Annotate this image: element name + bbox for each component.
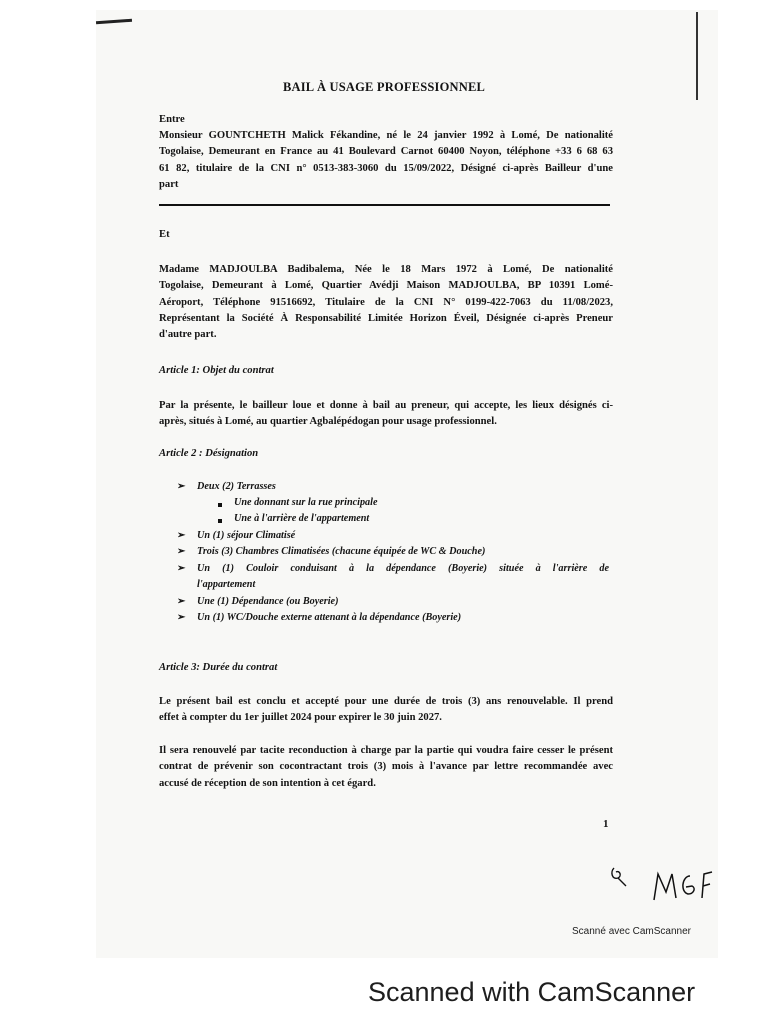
article1-heading: Article 1: Objet du contrat — [159, 365, 274, 376]
et-label: Et — [159, 229, 170, 240]
camscanner-caption-small: Scanné avec CamScanner — [572, 926, 691, 937]
party2-line: Aéroport, Téléphone 91516692, Titulaire de la CNI N° 0199-422-7063 du 11/08/2023, — [159, 296, 613, 308]
arrow-bullet-icon: ➢ — [177, 546, 186, 557]
arrow-bullet-icon: ➢ — [177, 530, 186, 541]
party2-line: Représentant la Société À Responsabilité Limitée Horizon Éveil, Désignée ci-après Preneur — [159, 312, 613, 324]
square-bullet-icon — [218, 519, 222, 523]
document-title: BAIL À USAGE PROFESSIONNEL — [282, 80, 486, 94]
article3-paragraph-1 — [159, 694, 613, 727]
party1-line: part — [159, 178, 179, 190]
article3-line: Le présent bail est conclu et accepté pour une durée de trois (3) ans renouvelable. Il prend — [159, 696, 613, 707]
party1-line: 61 82, titulaire de la CNI n° 0513-383-3060 du 15/09/2022, Désigné ci-après Bailleur d'une — [159, 162, 613, 174]
arrow-bullet-icon: ➢ — [177, 481, 186, 492]
article1-line: après, situés à Lomé, au quartier Agbalépédogan pour usage professionnel. — [159, 416, 497, 428]
list-item: Un (1) Couloir conduisant à la dépendance (Boyerie) située à l'arrière de — [197, 563, 609, 574]
list-item: Un (1) WC/Douche externe attenant à la dépendance (Boyerie) — [197, 612, 462, 623]
party2-line: d'autre part. — [159, 329, 217, 341]
party2-line: Togolaise, Demeurant à Lomé, Quartier Avédji Maison MADJOULBA, BP 10391 Lomé- — [159, 280, 613, 292]
article3-paragraph-2 — [159, 743, 613, 792]
list-item: Une (1) Dépendance (ou Boyerie) — [197, 596, 339, 607]
list-item: Une à l'arrière de l'appartement — [234, 513, 370, 524]
party2-paragraph — [159, 262, 613, 343]
list-item-continued: l'appartement — [197, 579, 256, 590]
article3-line: Il sera renouvelé par tacite reconduction à charge par la partie qui voudra faire cesser le présent — [159, 745, 613, 756]
page-number: 1 — [603, 818, 609, 830]
square-bullet-icon — [218, 503, 222, 507]
party1-line: Monsieur GOUNTCHETH Malick Fékandine, né le 24 janvier 1992 à Lomé, De nationalité — [159, 130, 613, 141]
separator-rule — [159, 204, 610, 206]
party1-line: Togolaise, Demeurant en France au 41 Boulevard Carnot 60400 Noyon, téléphone +33 6 68 63 — [159, 146, 613, 158]
entre-label: Entre — [159, 114, 185, 125]
article1-line: Par la présente, le bailleur loue et donne à bail au preneur, qui accepte, les lieux désignés ci- — [159, 400, 613, 411]
handwritten-initials — [606, 862, 716, 906]
list-item: Deux (2) Terrasses — [197, 481, 276, 492]
article2-heading: Article 2 : Désignation — [159, 448, 259, 459]
party2-line: Madame MADJOULBA Badibalema, Née le 18 Mars 1972 à Lomé, De nationalité — [159, 264, 613, 275]
article1-paragraph — [159, 398, 613, 431]
camscanner-watermark: Scanned with CamScanner — [368, 977, 696, 1007]
article3-line: accusé de réception de son intention à cet égard. — [159, 777, 376, 789]
party1-paragraph — [159, 128, 613, 193]
article3-line: effet à compter du 1er juillet 2024 pour expirer le 30 juin 2027. — [159, 712, 442, 724]
arrow-bullet-icon: ➢ — [177, 563, 186, 574]
list-item: Une donnant sur la rue principale — [234, 497, 378, 508]
arrow-bullet-icon: ➢ — [177, 596, 186, 607]
list-item: Trois (3) Chambres Climatisées (chacune équipée de WC & Douche) — [197, 546, 486, 557]
list-item: Un (1) séjour Climatisé — [197, 530, 296, 541]
article3-heading: Article 3: Durée du contrat — [159, 662, 278, 673]
arrow-bullet-icon: ➢ — [177, 612, 186, 623]
article3-line: contrat de prévenir son cocontractant trois (3) mois à l'avance par lettre recommandée avec — [159, 761, 613, 773]
